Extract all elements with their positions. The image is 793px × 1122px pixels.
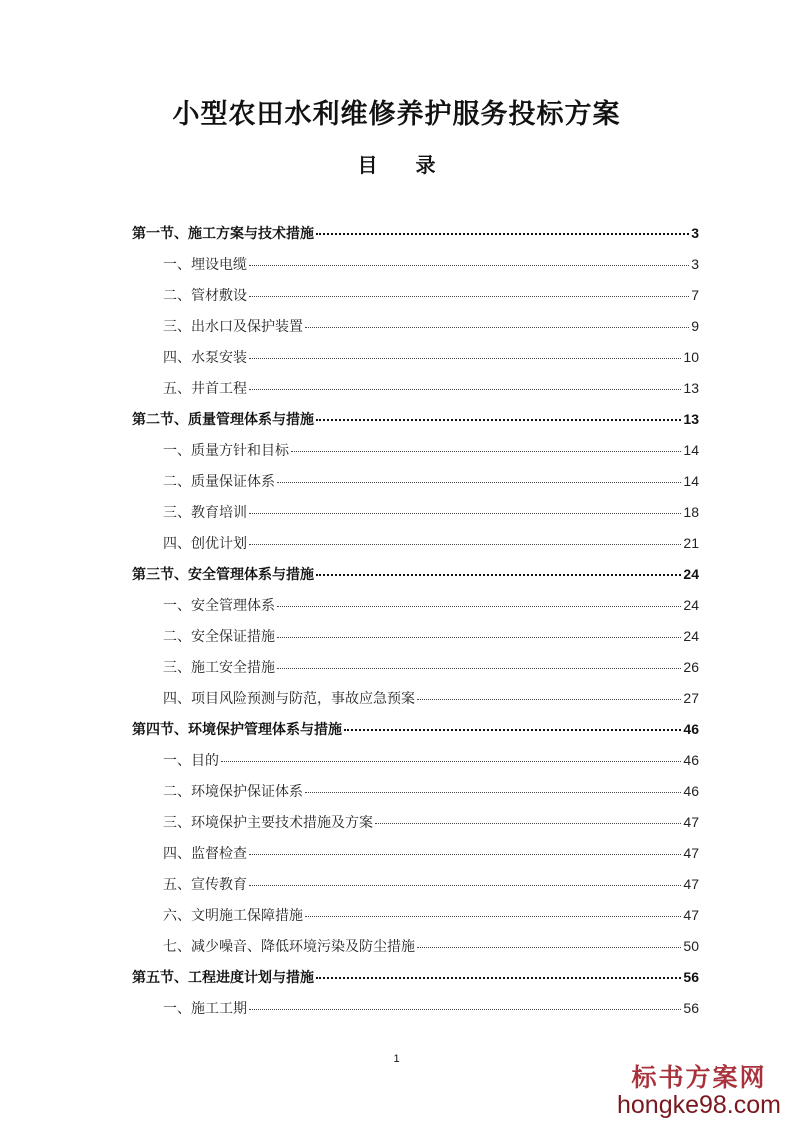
toc-entry-label: 第五节、工程进度计划与措施 [132, 970, 314, 986]
toc-entry-label: 二、质量保证体系 [163, 474, 275, 490]
toc-subsection-entry[interactable] [132, 435, 699, 466]
toc-entry-label: 五、井首工程 [163, 381, 247, 397]
toc-dot-leader [277, 637, 681, 638]
toc-dot-leader [249, 1009, 681, 1010]
toc-entry-label: 二、管材敷设 [163, 288, 247, 304]
toc-entry-label: 四、创优计划 [163, 536, 247, 552]
toc-entry-page: 10 [683, 349, 699, 365]
toc-dot-leader [375, 823, 681, 824]
toc-dot-leader [277, 606, 681, 607]
toc-subsection-entry[interactable] [132, 807, 699, 838]
toc-entry-page: 13 [683, 380, 699, 396]
toc-entry-page: 46 [683, 721, 699, 737]
toc-subsection-entry[interactable] [132, 931, 699, 962]
toc-dot-leader [249, 358, 681, 359]
toc-entry-label: 七、减少噪音、降低环境污染及防尘措施 [163, 939, 415, 955]
toc-entry-page: 24 [683, 597, 699, 613]
toc-subsection-entry[interactable] [132, 745, 699, 776]
toc-subsection-entry[interactable] [132, 497, 699, 528]
toc-section-entry[interactable] [132, 218, 699, 249]
toc-entry-page: 7 [691, 287, 699, 303]
toc-entry-page: 21 [683, 535, 699, 551]
toc-section-entry[interactable] [132, 559, 699, 590]
toc-subsection-entry[interactable] [132, 311, 699, 342]
toc-dot-leader [316, 233, 689, 235]
toc-entry-page: 18 [683, 504, 699, 520]
toc-entry-page: 13 [683, 411, 699, 427]
toc-dot-leader [249, 544, 681, 545]
toc-dot-leader [305, 327, 689, 328]
toc-subsection-entry[interactable] [132, 993, 699, 1024]
toc-dot-leader [417, 947, 681, 948]
toc-heading-right: 录 [415, 153, 436, 177]
toc-entry-page: 9 [691, 318, 699, 334]
watermark-text: 标书方案网 [631, 1063, 767, 1092]
toc-dot-leader [344, 729, 681, 731]
toc-entry-label: 二、环境保护保证体系 [163, 784, 303, 800]
toc-entry-label: 四、项目风险预测与防范，事故应急预案 [163, 691, 415, 707]
toc-subsection-entry[interactable] [132, 342, 699, 373]
toc-entry-page: 47 [683, 876, 699, 892]
toc-entry-label: 一、安全管理体系 [163, 598, 275, 614]
toc-entry-page: 3 [691, 225, 699, 241]
toc-entry-page: 46 [683, 783, 699, 799]
toc-entry-page: 14 [683, 442, 699, 458]
toc-entry-page: 14 [683, 473, 699, 489]
toc-dot-leader [291, 451, 681, 452]
toc-entry-page: 27 [683, 690, 699, 706]
toc-heading-left: 目 [357, 153, 378, 177]
toc-section-entry[interactable] [132, 404, 699, 435]
toc-subsection-entry[interactable] [132, 249, 699, 280]
toc-subsection-entry[interactable] [132, 900, 699, 931]
toc-entry-label: 三、环境保护主要技术措施及方案 [163, 815, 373, 831]
toc-subsection-entry[interactable] [132, 466, 699, 497]
toc-entry-page: 46 [683, 752, 699, 768]
toc-dot-leader [249, 389, 681, 390]
toc-entry-page: 26 [683, 659, 699, 675]
toc-subsection-entry[interactable] [132, 652, 699, 683]
toc-entry-label: 四、监督检查 [163, 846, 247, 862]
toc-subsection-entry[interactable] [132, 373, 699, 404]
toc-entry-label: 一、埋设电缆 [163, 257, 247, 273]
toc-entry-label: 三、出水口及保护装置 [163, 319, 303, 335]
toc-dot-leader [249, 296, 689, 297]
table-of-contents [132, 218, 699, 1024]
toc-entry-page: 50 [683, 938, 699, 954]
toc-dot-leader [305, 916, 681, 917]
toc-dot-leader [277, 482, 681, 483]
toc-dot-leader [305, 792, 681, 793]
toc-subsection-entry[interactable] [132, 280, 699, 311]
toc-heading [0, 149, 793, 178]
toc-entry-label: 三、教育培训 [163, 505, 247, 521]
document-title: 小型农田水利维修养护服务投标方案 [172, 99, 621, 130]
watermark-url: hongke98.com [616, 1091, 781, 1119]
toc-entry-label: 六、文明施工保障措施 [163, 908, 303, 924]
toc-entry-label: 第四节、环境保护管理体系与措施 [132, 722, 342, 738]
page-number: 1 [393, 1053, 400, 1065]
toc-dot-leader [316, 574, 681, 576]
toc-dot-leader [249, 265, 689, 266]
toc-subsection-entry[interactable] [132, 528, 699, 559]
toc-entry-page: 56 [683, 1000, 699, 1016]
toc-entry-label: 二、安全保证措施 [163, 629, 275, 645]
toc-entry-page: 47 [683, 814, 699, 830]
toc-dot-leader [316, 977, 681, 979]
toc-entry-label: 四、水泵安装 [163, 350, 247, 366]
toc-entry-label: 五、宣传教育 [163, 877, 247, 893]
toc-dot-leader [316, 419, 681, 421]
toc-entry-page: 24 [683, 628, 699, 644]
toc-section-entry[interactable] [132, 962, 699, 993]
toc-entry-label: 一、质量方针和目标 [163, 443, 289, 459]
toc-entry-page: 47 [683, 845, 699, 861]
toc-subsection-entry[interactable] [132, 869, 699, 900]
toc-entry-page: 56 [683, 969, 699, 985]
toc-entry-label: 一、施工工期 [163, 1001, 247, 1017]
toc-subsection-entry[interactable] [132, 838, 699, 869]
toc-entry-page: 3 [691, 256, 699, 272]
toc-dot-leader [249, 885, 681, 886]
toc-entry-label: 三、施工安全措施 [163, 660, 275, 676]
watermark-logo [617, 1064, 781, 1118]
toc-entry-label: 第二节、质量管理体系与措施 [132, 412, 314, 428]
toc-subsection-entry[interactable] [132, 776, 699, 807]
toc-dot-leader [417, 699, 681, 700]
toc-dot-leader [221, 761, 681, 762]
toc-dot-leader [249, 854, 681, 855]
toc-entry-page: 24 [683, 566, 699, 582]
toc-dot-leader [249, 513, 681, 514]
toc-section-entry[interactable] [132, 714, 699, 745]
toc-entry-page: 47 [683, 907, 699, 923]
toc-entry-label: 一、目的 [163, 753, 219, 769]
toc-subsection-entry[interactable] [132, 683, 699, 714]
toc-subsection-entry[interactable] [132, 590, 699, 621]
toc-entry-label: 第一节、施工方案与技术措施 [132, 226, 314, 242]
toc-dot-leader [277, 668, 681, 669]
toc-entry-label: 第三节、安全管理体系与措施 [132, 567, 314, 583]
toc-subsection-entry[interactable] [132, 621, 699, 652]
